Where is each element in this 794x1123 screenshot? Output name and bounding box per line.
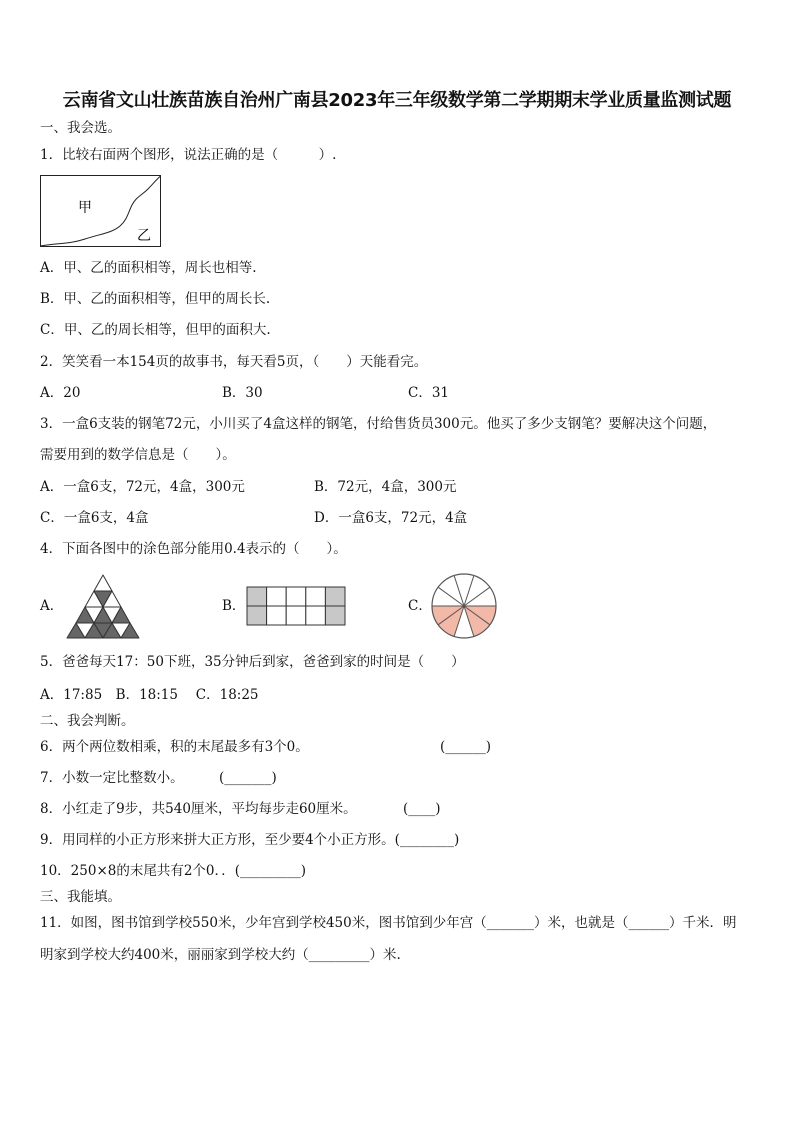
q5-options: A．17:85 B．18:15 C．18:25: [40, 687, 259, 703]
question-3-stem-line1: 3．一盒6支装的钢笔72元，小川买了4盒这样的钢笔，付给售货员300元。他买了多少支钢笔？要解决这个问题，: [40, 416, 717, 432]
question-6-stem: 6．两个两位数相乘，积的末尾最多有3个0。: [40, 739, 309, 755]
section-heading-1: 一、我会选。: [40, 120, 121, 136]
q2-option-c: C．31: [408, 385, 450, 401]
q4-option-b-label: B．: [222, 598, 246, 614]
section-heading-3: 三、我能填。: [40, 889, 121, 905]
q1-option-a: A．甲、乙的面积相等，周长也相等.: [40, 260, 257, 276]
q3-option-b: B．72元，4盒，300元: [314, 479, 457, 495]
section-heading-2: 二、我会判断。: [40, 713, 135, 729]
question-6-blank[interactable]: (______): [440, 739, 492, 755]
figure-label-jia: 甲: [78, 200, 92, 216]
question-8-stem: 8．小红走了9步，共540厘米，平均每步走60厘米。: [40, 801, 357, 817]
question-2-stem: 2．笑笑看一本154页的故事书，每天看5页，（ ）天能看完。: [40, 354, 428, 370]
q1-option-b: B．甲、乙的面积相等，但甲的周长长.: [40, 291, 271, 307]
q4-triangle-figure: [64, 573, 142, 640]
question-1-stem: 1．比较右面两个图形，说法正确的是（ ）.: [40, 147, 337, 163]
question-7-blank[interactable]: (_______): [219, 770, 277, 786]
question-7-stem: 7．小数一定比整数小。: [40, 770, 184, 786]
q4-rectangle-figure: [246, 586, 346, 626]
q4-option-c-label: C．: [408, 598, 432, 614]
q3-option-d: D．一盒6支，72元，4盒: [314, 510, 468, 526]
q1-option-c: C．甲、乙的周长相等，但甲的面积大.: [40, 322, 271, 338]
question-3-stem-line2: 需要用到的数学信息是（ ）。: [40, 447, 236, 463]
question-4-stem: 4．下面各图中的涂色部分能用0.4表示的（ ）。: [40, 541, 347, 557]
question-8-blank[interactable]: (____): [403, 801, 441, 817]
question-11-line1: 11．如图，图书馆到学校550米，少年宫到学校450米，图书馆到少年宫（_______）米，也就是（______）千米．明: [40, 915, 737, 931]
question-9-stem: 9．用同样的小正方形来拼大正方形，至少要4个小正方形。(________): [40, 832, 460, 848]
q4-circle-figure: [430, 572, 498, 640]
q3-option-c: C．一盒6支，4盒: [40, 510, 149, 526]
page-title: 云南省文山壮族苗族自治州广南县2023年三年级数学第二学期期末学业质量监测试题: [62, 90, 732, 111]
question-5-stem: 5．爸爸每天17：50下班，35分钟后到家，爸爸到家的时间是（ ）: [40, 654, 465, 670]
question-11-line2: 明家到学校大约400米，丽丽家到学校大约（_________）米.: [40, 947, 401, 963]
question-10-stem: 10．250×8的末尾共有2个0．．(_________): [40, 863, 307, 879]
q2-option-a: A．20: [40, 385, 81, 401]
q3-option-a: A．一盒6支，72元，4盒，300元: [40, 479, 245, 495]
q1-figure: [40, 175, 162, 249]
q4-option-a-label: A．: [40, 598, 64, 614]
figure-label-yi: 乙: [137, 228, 151, 244]
q2-option-b: B．30: [222, 385, 263, 401]
